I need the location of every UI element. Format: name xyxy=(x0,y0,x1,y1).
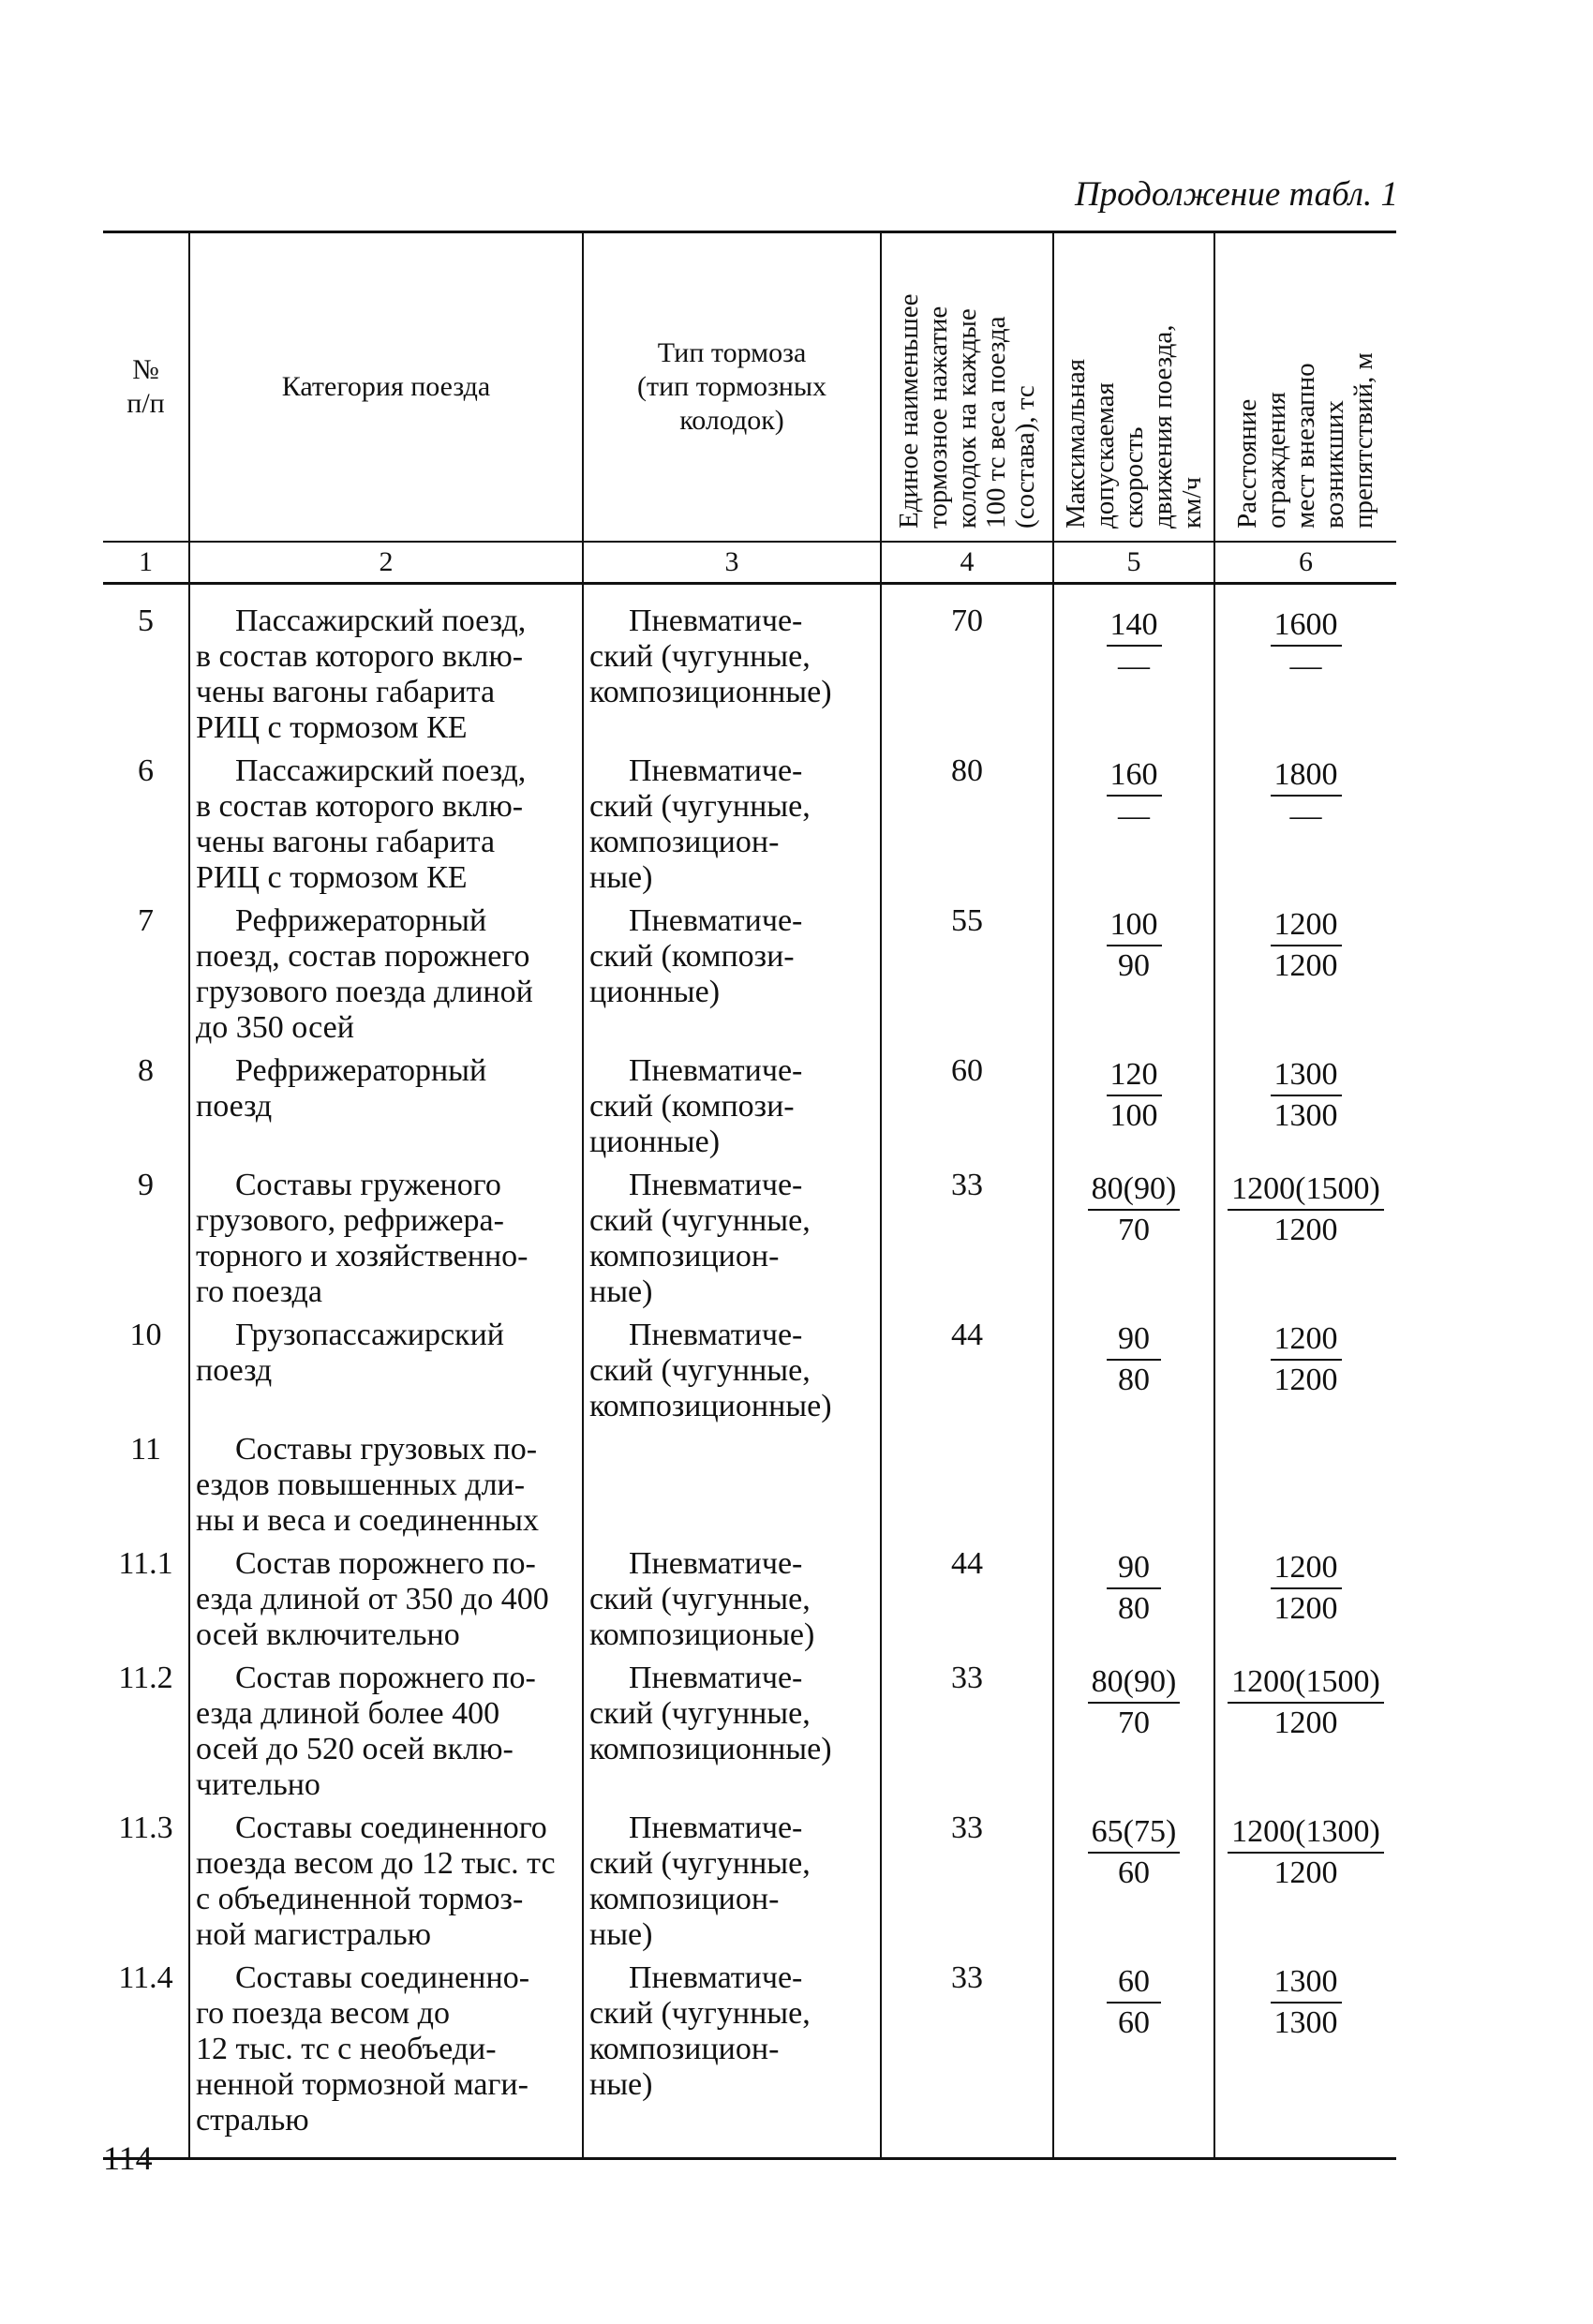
category-line: го поезда весом до xyxy=(196,1996,450,2031)
brake-type xyxy=(583,1051,881,1166)
max-speed-fraction xyxy=(1107,1550,1161,1627)
max-speed xyxy=(1053,901,1214,1051)
brake-line: композицион- xyxy=(589,2032,780,2066)
brake-type xyxy=(583,1316,881,1430)
row-number: 11.4 xyxy=(103,1959,189,2159)
category-line: Грузопассажирский xyxy=(235,1318,504,1352)
brake-line: ский (чугунные, xyxy=(589,1353,811,1388)
header-category xyxy=(189,232,583,543)
row-number: 11.1 xyxy=(103,1544,189,1659)
max-speed-numerator: 65(75) xyxy=(1088,1814,1181,1854)
fencing-distance-fraction xyxy=(1228,1171,1384,1248)
max-speed-numerator: 120 xyxy=(1107,1057,1162,1096)
max-speed-fraction xyxy=(1107,1964,1161,2041)
header-text-line: км/ч xyxy=(1176,476,1207,529)
category-line: чены вагоны габарита xyxy=(196,675,496,709)
max-speed xyxy=(1053,1809,1214,1959)
header-text-line: тормозное нажатие xyxy=(922,305,953,529)
header-text-line: допускаемая xyxy=(1089,381,1120,529)
category-line: Рефрижераторный xyxy=(235,903,487,938)
row-number: 7 xyxy=(103,901,189,1051)
header-text-line: (тип тормозных xyxy=(636,371,827,402)
max-speed xyxy=(1053,584,1214,752)
fencing-distance-numerator: 1200(1500) xyxy=(1228,1171,1384,1211)
train-category xyxy=(189,901,583,1051)
train-category xyxy=(189,1544,583,1659)
category-line: го поезда xyxy=(196,1274,322,1309)
table-row xyxy=(103,1959,1396,2159)
fencing-distance-numerator: 1800 xyxy=(1271,757,1342,797)
fencing-distance-denominator: — xyxy=(1289,648,1322,683)
category-line: до 350 осей xyxy=(196,1010,354,1045)
brake-type xyxy=(583,1659,881,1809)
brake-pressure-value xyxy=(881,1430,1053,1544)
row-number: 10 xyxy=(103,1316,189,1430)
table-caption: Продолжение табл. 1 xyxy=(1074,175,1398,214)
brake-line: композиционные) xyxy=(589,1389,832,1423)
brake-line: ные) xyxy=(589,2067,653,2102)
header-text-line: препятствий, м xyxy=(1348,351,1378,529)
brake-line: композицион- xyxy=(589,1239,780,1274)
category-line: с объединенной тормоз- xyxy=(196,1882,524,1916)
brake-line: композиционные) xyxy=(589,675,832,709)
brake-line: ский (чугунные, xyxy=(589,1582,811,1616)
category-line: ненной тормозной маги- xyxy=(196,2067,529,2102)
category-line: Состав порожнего по- xyxy=(235,1546,536,1581)
category-line: Составы соединенно- xyxy=(235,1960,530,1995)
max-speed-fraction xyxy=(1107,907,1162,984)
header-text-line: 100 тс веса поезда xyxy=(980,315,1011,529)
max-speed xyxy=(1053,1544,1214,1659)
train-category xyxy=(189,1959,583,2159)
category-line: Составы груженого xyxy=(235,1168,501,1202)
max-speed-numerator: 140 xyxy=(1107,607,1162,647)
max-speed-numerator: 90 xyxy=(1107,1550,1161,1589)
category-line: Составы грузовых по- xyxy=(235,1432,538,1467)
category-line: чены вагоны габарита xyxy=(196,825,496,859)
category-line: осей включительно xyxy=(196,1617,460,1652)
max-speed-fraction xyxy=(1088,1171,1181,1248)
category-line: 12 тыс. тс с необъеди- xyxy=(196,2032,497,2066)
train-category xyxy=(189,1316,583,1430)
brake-line: ные) xyxy=(589,1274,653,1309)
fencing-distance-numerator: 1200 xyxy=(1271,1321,1342,1361)
fencing-distance xyxy=(1214,1430,1396,1544)
brake-type xyxy=(583,1959,881,2159)
table-row xyxy=(103,1809,1396,1959)
category-line: ной магистралью xyxy=(196,1917,432,1952)
table-row xyxy=(103,1659,1396,1809)
column-number: 6 xyxy=(1214,542,1396,584)
max-speed-numerator: 60 xyxy=(1107,1964,1161,2004)
fencing-distance-fraction xyxy=(1228,1664,1384,1741)
brake-line: Пневматиче- xyxy=(629,1168,803,1202)
header-text-line: Категория поезда xyxy=(281,371,491,402)
max-speed-numerator: 80(90) xyxy=(1088,1171,1181,1211)
fencing-distance-numerator: 1200(1300) xyxy=(1228,1814,1384,1854)
table-row xyxy=(103,1166,1396,1316)
train-category xyxy=(189,752,583,901)
category-line: Состав порожнего по- xyxy=(235,1661,536,1695)
brake-line: ский (чугунные, xyxy=(589,639,811,674)
fencing-distance-denominator: 1200 xyxy=(1273,1591,1338,1626)
fencing-distance-fraction xyxy=(1271,1964,1342,2041)
header-text-line: мест внезапно xyxy=(1290,362,1320,529)
column-number: 4 xyxy=(881,542,1053,584)
max-speed xyxy=(1053,1959,1214,2159)
max-speed-numerator: 100 xyxy=(1107,907,1162,946)
fencing-distance-numerator: 1200 xyxy=(1271,907,1342,946)
fencing-distance xyxy=(1214,1316,1396,1430)
header-text-line: ограждения xyxy=(1261,391,1291,529)
column-number-row xyxy=(103,542,1396,584)
category-line: Пассажирский поезд, xyxy=(235,603,527,638)
brake-line: Пневматиче- xyxy=(629,1546,803,1581)
max-speed-fraction xyxy=(1088,1664,1181,1741)
brake-line: Пневматиче- xyxy=(629,603,803,638)
fencing-distance xyxy=(1214,1544,1396,1659)
fencing-distance-fraction xyxy=(1271,757,1342,834)
train-category xyxy=(189,1051,583,1166)
header-text-line: Максимальная xyxy=(1060,358,1091,529)
max-speed xyxy=(1053,1659,1214,1809)
category-line: ны и веса и соединенных xyxy=(196,1503,539,1538)
brake-pressure-value: 33 xyxy=(881,1809,1053,1959)
header-brake-pressure xyxy=(881,232,1053,543)
fencing-distance xyxy=(1214,584,1396,752)
category-line: в состав которого вклю- xyxy=(196,789,524,824)
max-speed-denominator: 100 xyxy=(1109,1098,1158,1133)
fencing-distance-fraction xyxy=(1271,1321,1342,1398)
fencing-distance xyxy=(1214,1166,1396,1316)
fencing-distance xyxy=(1214,901,1396,1051)
brake-line: Пневматиче- xyxy=(629,1661,803,1695)
header-fencing-distance xyxy=(1214,232,1396,543)
category-line: РИЦ с тормозом КЕ xyxy=(196,710,468,745)
fencing-distance-fraction xyxy=(1228,1814,1384,1891)
column-number: 3 xyxy=(583,542,881,584)
column-number: 2 xyxy=(189,542,583,584)
brake-line: ский (чугунные, xyxy=(589,789,811,824)
max-speed xyxy=(1053,752,1214,901)
fencing-distance-numerator: 1600 xyxy=(1271,607,1342,647)
brake-type xyxy=(583,584,881,752)
fencing-distance-fraction xyxy=(1271,607,1342,684)
page-number: 114 xyxy=(103,2139,153,2177)
category-line: грузового, рефрижера- xyxy=(196,1203,504,1238)
header-text-line: возникших xyxy=(1319,399,1349,529)
brake-line: ционные) xyxy=(589,1125,721,1159)
max-speed-denominator: 80 xyxy=(1118,1591,1150,1626)
fencing-distance-denominator: — xyxy=(1289,798,1322,833)
row-number: 11.2 xyxy=(103,1659,189,1809)
fencing-distance-denominator: 1300 xyxy=(1273,2005,1338,2040)
brake-pressure-value: 55 xyxy=(881,901,1053,1051)
max-speed-denominator: 80 xyxy=(1118,1363,1150,1397)
header-text-line: колодок) xyxy=(679,405,784,436)
table-row xyxy=(103,1544,1396,1659)
category-line: осей до 520 осей вклю- xyxy=(196,1732,514,1766)
header-text-line: (состава), тс xyxy=(1009,384,1040,529)
header-number xyxy=(103,232,189,543)
category-line: торного и хозяйственно- xyxy=(196,1239,529,1274)
category-line: чительно xyxy=(196,1767,320,1802)
table-row xyxy=(103,1316,1396,1430)
train-category xyxy=(189,1809,583,1959)
category-line: поезд xyxy=(196,1089,273,1124)
column-number: 1 xyxy=(103,542,189,584)
fencing-distance-denominator: 1200 xyxy=(1273,1855,1338,1890)
category-line: стралью xyxy=(196,2103,309,2138)
max-speed-numerator: 80(90) xyxy=(1088,1664,1181,1704)
table-row xyxy=(103,1051,1396,1166)
brake-type xyxy=(583,901,881,1051)
brake-line: Пневматиче- xyxy=(629,1810,803,1845)
header-text-line: движения поезда, xyxy=(1147,323,1178,529)
max-speed xyxy=(1053,1166,1214,1316)
brake-pressure-value: 33 xyxy=(881,1959,1053,2159)
fencing-distance xyxy=(1214,1809,1396,1959)
brake-line: Пневматиче- xyxy=(629,1318,803,1352)
fencing-distance-denominator: 1200 xyxy=(1273,948,1338,983)
header-max-speed xyxy=(1053,232,1214,543)
brake-pressure-value: 70 xyxy=(881,584,1053,752)
brake-pressure-value: 33 xyxy=(881,1166,1053,1316)
fencing-distance-denominator: 1200 xyxy=(1273,1363,1338,1397)
fencing-distance xyxy=(1214,1659,1396,1809)
brake-line: ский (чугунные, xyxy=(589,1203,811,1238)
max-speed-denominator: 60 xyxy=(1118,1855,1150,1890)
brake-line: композицион- xyxy=(589,1882,780,1916)
header-text-line: Тип тормоза xyxy=(657,337,807,368)
max-speed xyxy=(1053,1316,1214,1430)
category-line: поезда весом до 12 тыс. тс xyxy=(196,1846,556,1881)
fencing-distance-numerator: 1300 xyxy=(1271,1964,1342,2004)
table-row xyxy=(103,901,1396,1051)
brake-line: композиционые) xyxy=(589,1617,815,1652)
max-speed xyxy=(1053,1430,1214,1544)
brake-line: ский (чугунные, xyxy=(589,1696,811,1731)
category-line: Составы соединенного xyxy=(235,1810,547,1845)
row-number: 6 xyxy=(103,752,189,901)
row-number: 11.3 xyxy=(103,1809,189,1959)
category-line: Рефрижераторный xyxy=(235,1053,487,1088)
category-line: в состав которого вклю- xyxy=(196,639,524,674)
table-row xyxy=(103,1430,1396,1544)
row-number: 8 xyxy=(103,1051,189,1166)
row-number: 5 xyxy=(103,584,189,752)
max-speed-denominator: 70 xyxy=(1118,1213,1150,1247)
brake-type xyxy=(583,1166,881,1316)
category-line: ездов повышенных дли- xyxy=(196,1467,526,1502)
header-row xyxy=(103,232,1396,543)
max-speed-denominator: 70 xyxy=(1118,1706,1150,1740)
header-brake-type xyxy=(583,232,881,543)
max-speed-fraction xyxy=(1107,607,1162,684)
brake-line: Пневматиче- xyxy=(629,1960,803,1995)
table-row xyxy=(103,752,1396,901)
brake-type xyxy=(583,1809,881,1959)
max-speed-denominator: — xyxy=(1118,798,1150,833)
brake-pressure-value: 80 xyxy=(881,752,1053,901)
train-category xyxy=(189,1430,583,1544)
table-row xyxy=(103,584,1396,752)
max-speed-fraction xyxy=(1107,1321,1161,1398)
brake-line: Пневматиче- xyxy=(629,1053,803,1088)
header-text-line: № xyxy=(132,354,159,385)
max-speed-numerator: 90 xyxy=(1107,1321,1161,1361)
brake-pressure-value: 33 xyxy=(881,1659,1053,1809)
brake-line: Пневматиче- xyxy=(629,753,803,788)
category-line: грузового поезда длиной xyxy=(196,975,533,1009)
brake-type xyxy=(583,1430,881,1544)
brake-line: композиционные) xyxy=(589,1732,832,1766)
brake-line: Пневматиче- xyxy=(629,903,803,938)
row-number: 11 xyxy=(103,1430,189,1544)
brake-pressure-value: 60 xyxy=(881,1051,1053,1166)
train-category xyxy=(189,1659,583,1809)
max-speed-denominator: 90 xyxy=(1118,948,1150,983)
max-speed xyxy=(1053,1051,1214,1166)
fencing-distance-numerator: 1200 xyxy=(1271,1550,1342,1589)
max-speed-fraction xyxy=(1107,1057,1162,1134)
category-line: поезд xyxy=(196,1353,273,1388)
fencing-distance-fraction xyxy=(1271,1057,1342,1134)
fencing-distance xyxy=(1214,1959,1396,2159)
category-line: езда длиной более 400 xyxy=(196,1696,500,1731)
train-category xyxy=(189,584,583,752)
brake-line: ский (чугунные, xyxy=(589,1996,811,2031)
header-text-line: колодок на каждые xyxy=(951,307,982,529)
brake-pressure-value: 44 xyxy=(881,1316,1053,1430)
fencing-distance-fraction xyxy=(1271,907,1342,984)
fencing-distance-fraction xyxy=(1271,1550,1342,1627)
fencing-distance-numerator: 1300 xyxy=(1271,1057,1342,1096)
brake-table xyxy=(103,231,1396,2160)
brake-line: ский (компози- xyxy=(589,1089,795,1124)
max-speed-denominator: — xyxy=(1118,648,1150,683)
max-speed-fraction xyxy=(1107,757,1162,834)
header-text-line: п/п xyxy=(127,388,165,419)
fencing-distance-denominator: 1200 xyxy=(1273,1213,1338,1247)
category-line: езда длиной от 350 до 400 xyxy=(196,1582,549,1616)
row-number: 9 xyxy=(103,1166,189,1316)
category-line: поезд, состав порожнего xyxy=(196,939,530,974)
train-category xyxy=(189,1166,583,1316)
brake-line: ные) xyxy=(589,860,653,895)
header-text-line: скорость xyxy=(1118,426,1149,529)
brake-type xyxy=(583,752,881,901)
category-line: Пассажирский поезд, xyxy=(235,753,527,788)
brake-line: ные) xyxy=(589,1917,653,1952)
table-body xyxy=(103,584,1396,2159)
max-speed-numerator: 160 xyxy=(1107,757,1162,797)
fencing-distance-numerator: 1200(1500) xyxy=(1228,1664,1384,1704)
fencing-distance-denominator: 1200 xyxy=(1273,1706,1338,1740)
brake-line: ский (чугунные, xyxy=(589,1846,811,1881)
brake-type xyxy=(583,1544,881,1659)
brake-pressure-value: 44 xyxy=(881,1544,1053,1659)
category-line: РИЦ с тормозом КЕ xyxy=(196,860,468,895)
max-speed-denominator: 60 xyxy=(1118,2005,1150,2040)
brake-line: ционные) xyxy=(589,975,721,1009)
fencing-distance xyxy=(1214,1051,1396,1166)
brake-table-container xyxy=(103,231,1396,2160)
brake-line: композицион- xyxy=(589,825,780,859)
column-number: 5 xyxy=(1053,542,1214,584)
fencing-distance-denominator: 1300 xyxy=(1273,1098,1338,1133)
fencing-distance xyxy=(1214,752,1396,901)
header-text-line: Единое наименьшее xyxy=(893,293,924,529)
brake-line: ский (компози- xyxy=(589,939,795,974)
max-speed-fraction xyxy=(1088,1814,1181,1891)
header-text-line: Расстояние xyxy=(1232,398,1262,529)
